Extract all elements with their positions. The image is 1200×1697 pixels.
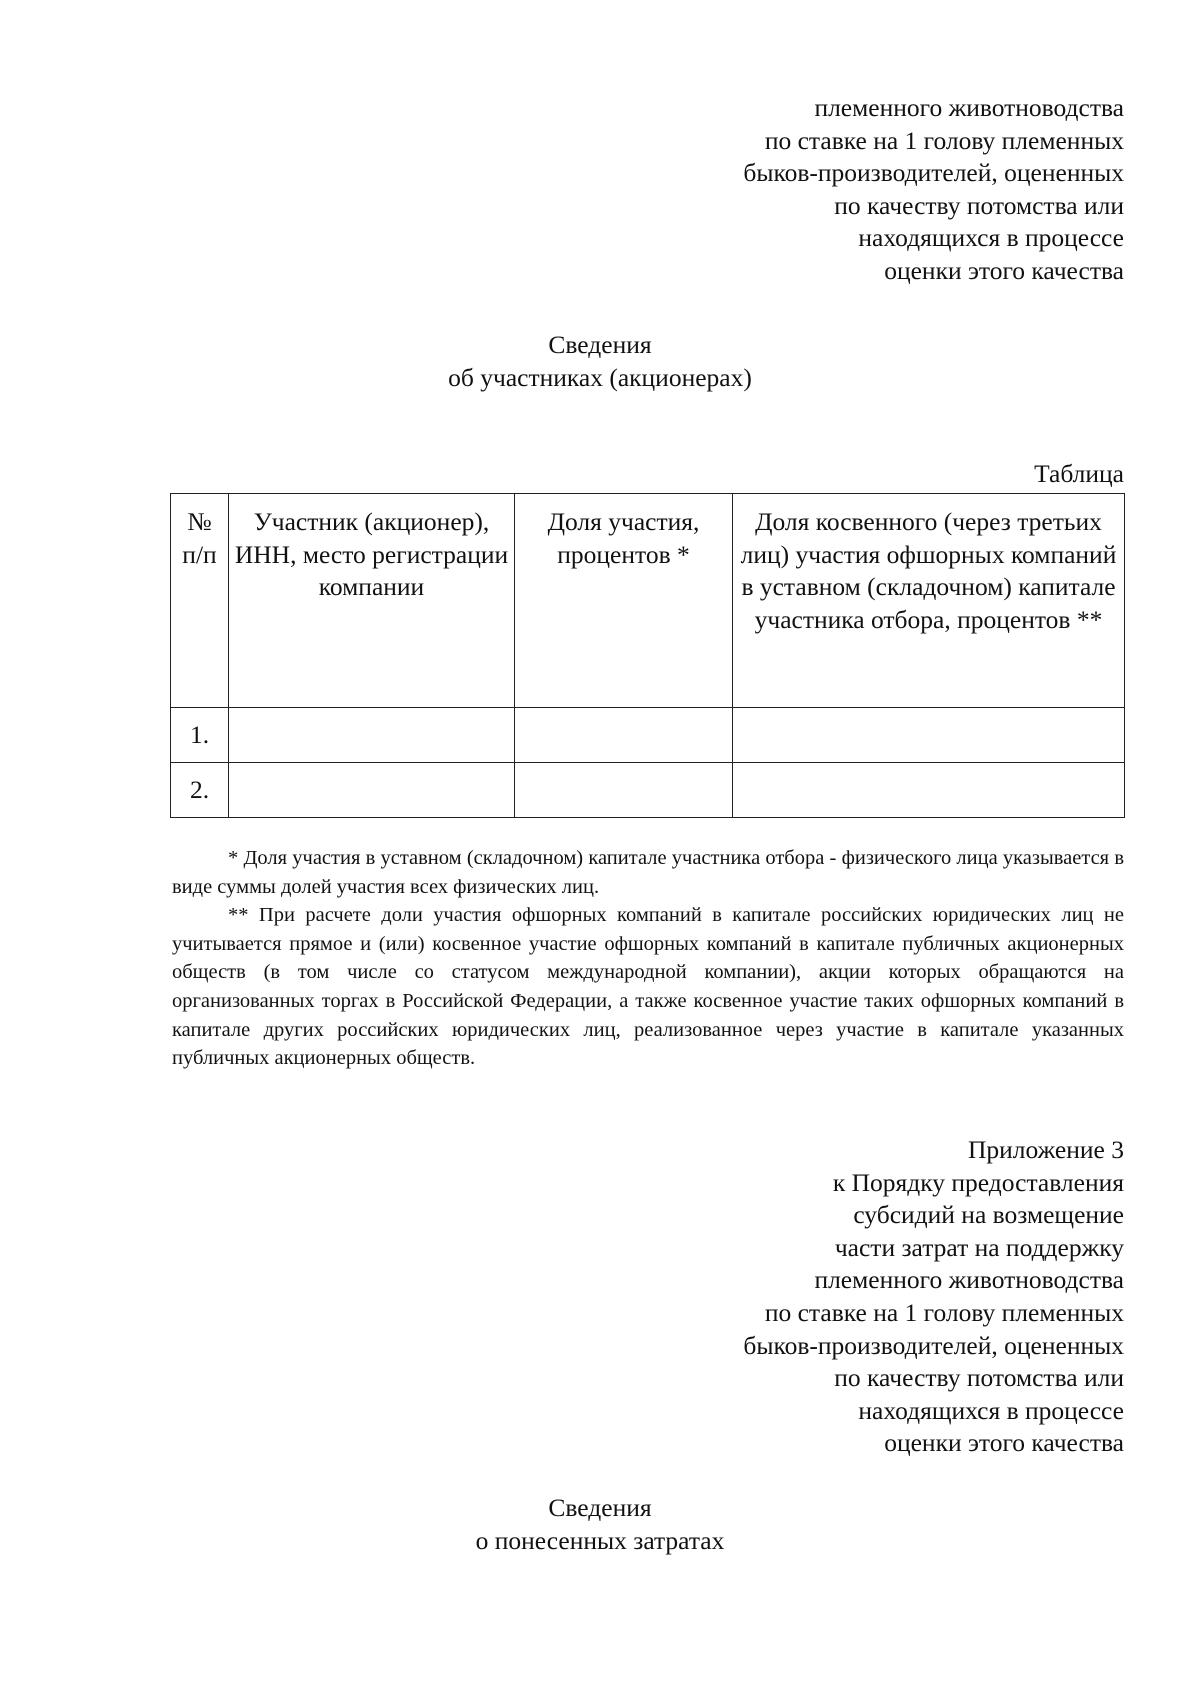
appendix3-line: быков-производителей, оцененных <box>743 1330 1124 1360</box>
table-row <box>171 763 1125 818</box>
appendix3-line: оценки этого качества <box>884 1428 1124 1458</box>
top-header-line: племенного животноводства <box>814 93 1124 122</box>
row-indirect-share <box>733 708 1125 763</box>
row-num: 1. <box>171 708 229 763</box>
top-header-line: находящихся в процессе <box>858 223 1124 253</box>
footnote-2: ** При расчете доли участия офшорных компаний в капитале российских юридических лиц не учитывается прямое и (или) косвенное участие офшорных компаний в капитале публичных акционерных обществ (в том числе со статусом международной компании), акции которых обращаются на организованных торгах в Российской Федерации, а также косвенное участие таких офшорных компаний в капитале других российских юридических лиц, реализованное через участие в капитале указанных публичных акционерных обществ. <box>172 904 1124 1070</box>
header-indirect-share: Доля косвенного (через третьих лиц) участия офшорных компаний в уставном (складочном) капитале участника отбора, процентов ** <box>733 494 1125 708</box>
row-share <box>515 708 733 763</box>
appendix3-line: находящихся в процессе <box>858 1395 1124 1425</box>
section2-title-line2: о понесенных затратах <box>475 1525 725 1555</box>
appendix3-line: племенного животноводства <box>814 1265 1124 1295</box>
top-header-line: по качеству потомства или <box>834 190 1124 220</box>
header-participant: Участник (акционер), ИНН, место регистрации компании <box>229 494 515 708</box>
row-share <box>515 763 733 818</box>
header-num: № п/п <box>171 494 229 708</box>
participants-table <box>170 493 1125 818</box>
top-header-line: быков-производителей, оцененных <box>743 158 1124 188</box>
row-indirect-share <box>733 763 1125 818</box>
section2-title <box>0 1492 1200 1557</box>
row-num: 2. <box>171 763 229 818</box>
table-row <box>171 708 1125 763</box>
row-participant <box>229 763 515 818</box>
appendix3-line: по ставке на 1 голову племенных <box>764 1297 1124 1327</box>
header-share: Доля участия, процентов * <box>515 494 733 708</box>
appendix3-line: Приложение 3 <box>968 1135 1124 1164</box>
table-header-row <box>171 494 1125 708</box>
appendix3-header <box>743 1134 1124 1460</box>
footnote-1: * Доля участия в уставном (складочном) капитале участника отбора - физического лица указывается в виде суммы долей участия всех физических лиц. <box>172 847 1124 898</box>
footnotes <box>172 844 1124 1073</box>
top-header <box>743 92 1124 288</box>
appendix3-line: по качеству потомства или <box>834 1363 1124 1393</box>
table-label: Таблица <box>1034 459 1124 488</box>
section2-title-line1: Сведения <box>548 1493 652 1522</box>
section1-title-line2: об участниках (акционерах) <box>448 362 752 392</box>
top-header-line: по ставке на 1 голову племенных <box>764 125 1124 155</box>
section1-title <box>0 329 1200 394</box>
appendix3-line: части затрат на поддержку <box>834 1232 1124 1262</box>
row-participant <box>229 708 515 763</box>
appendix3-line: к Порядку предоставления <box>832 1167 1124 1197</box>
appendix3-line: субсидий на возмещение <box>853 1200 1124 1230</box>
top-header-line: оценки этого качества <box>884 255 1124 285</box>
section1-title-line1: Сведения <box>548 330 652 359</box>
